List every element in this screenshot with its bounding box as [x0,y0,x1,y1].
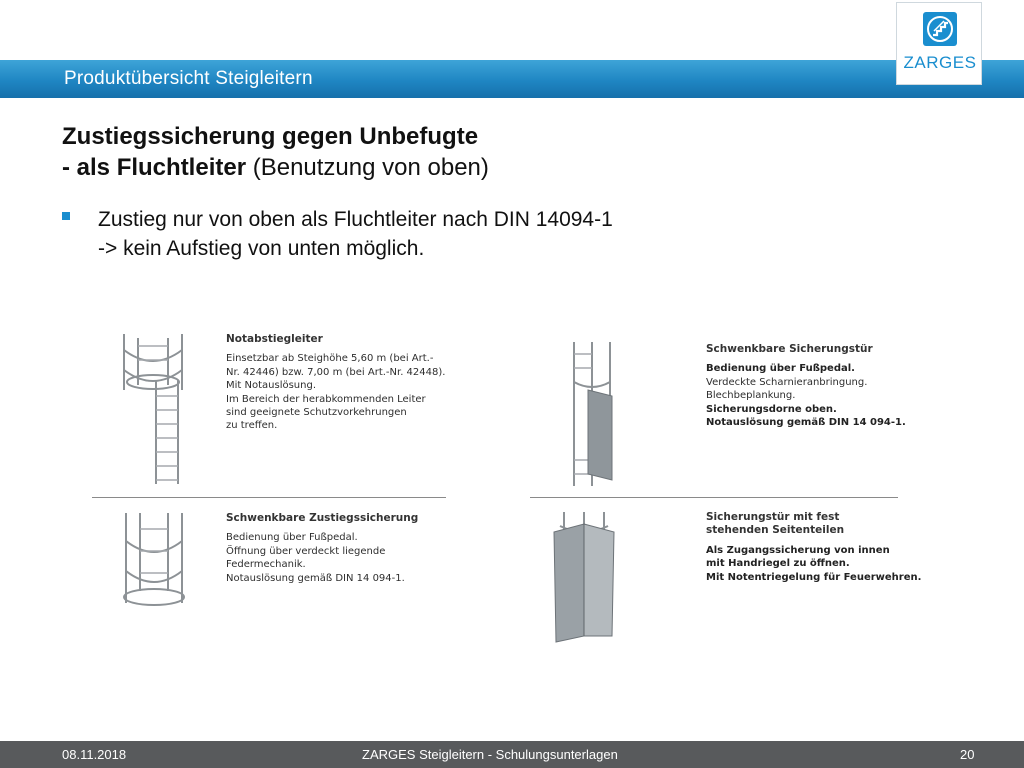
panel-line: Öffnung über verdeckt liegende [226,545,386,557]
panel-line: zu treffen. [226,420,278,432]
bullet-line1: Zustieg nur von oben als Fluchtleiter nach DIN 14094-1 [98,208,613,231]
header-band [0,60,1024,98]
panel-emergency-ladder-text [226,333,456,433]
swivel-access-guard-illustration [120,511,192,611]
panel-line: Notauslösung gemäß DIN 14 094-1. [706,417,906,429]
emergency-ladder-illustration [118,330,196,488]
panel-swivel-guard-text [226,512,456,585]
panel-line: sind geeignete Schutzvorkehrungen [226,407,407,419]
panel-title: Schwenkbare Sicherungstür [706,343,873,355]
panel-line: Im Bereich der herabkommenden Leiter [226,393,426,405]
divider-right [530,497,898,498]
footer-bar [0,741,1024,768]
panel-title: Notabstiegleiter [226,333,323,345]
panel-line: Mit Notauslösung. [226,380,317,392]
panel-line: Mit Notentriegelung für Feuerwehren. [706,571,922,583]
panel-line: mit Handriegel zu öffnen. [706,558,850,570]
panel-line: Sicherungsdorne oben. [706,403,837,415]
panel-line: Federmechanik. [226,559,306,571]
panel-line: Einsetzbar ab Steighöhe 5,60 m (bei Art.- [226,353,434,365]
slide-heading [62,121,882,183]
panel-security-door-text [706,511,936,584]
heading-line2-bold: - als Fluchtleiter [62,154,247,181]
footer-date: 08.11.2018 [62,747,127,762]
panel-line: Bedienung über Fußpedal. [226,532,358,544]
logo-wordmark: ZARGES [903,53,977,72]
panel-line: Verdeckte Scharnieranbringung. [706,376,868,388]
bullet-square-icon [62,212,70,220]
panel-line: Blechbeplankung. [706,390,796,402]
stairs-logo-icon [923,12,957,46]
heading-line1: Zustiegssicherung gegen Unbefugte [62,123,479,150]
footer-title: ZARGES Steigleitern - Schulungsunterlagen [362,747,618,762]
section-title: Produktübersicht Steigleitern [64,68,313,89]
panel-title: Schwenkbare Zustiegssicherung [226,512,419,524]
panel-swivel-door-text [706,343,936,429]
panel-title: Sicherungstür mit fest stehenden Seitenteilen [706,511,845,537]
heading-line2-normal: (Benutzung von oben) [246,154,489,181]
panel-line: Als Zugangssicherung von innen [706,544,890,556]
panel-line: Bedienung über Fußpedal. [706,363,855,375]
panel-line: Notauslösung gemäß DIN 14 094-1. [226,572,405,584]
bullet-line2: -> kein Aufstieg von unten möglich. [98,237,425,260]
divider-left [92,497,446,498]
bullet-item [98,205,613,263]
footer-page-number: 20 [960,747,975,762]
zarges-logo [896,2,982,85]
panel-line: Nr. 42446) bzw. 7,00 m (bei Art.-Nr. 42448). [226,366,446,378]
security-door-illustration [548,510,622,644]
swivel-door-illustration [562,340,620,488]
